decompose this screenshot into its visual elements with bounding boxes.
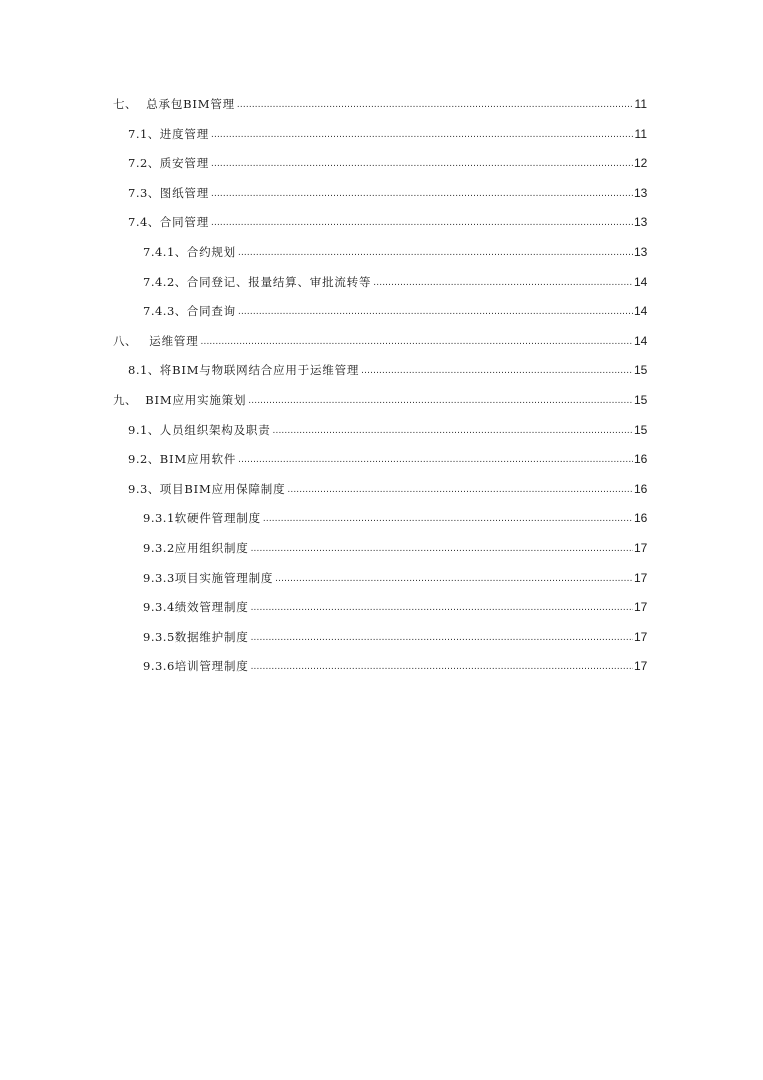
dot-leader (373, 272, 633, 294)
toc-entry-9-2[interactable] (113, 448, 647, 478)
toc-entry-title: 合约规划 (186, 244, 236, 259)
toc-entry-title: 进度管理 (159, 126, 209, 141)
toc-entry-7[interactable] (113, 93, 647, 123)
toc-entry-7-4-3[interactable] (113, 300, 647, 330)
toc-entry-number: 9.3.1 (143, 511, 175, 526)
dot-leader (238, 242, 633, 264)
dot-leader (251, 656, 633, 678)
toc-entry-page: 14 (634, 274, 648, 289)
dot-leader (211, 183, 633, 205)
toc-entry-title: 合同查询 (186, 304, 236, 319)
toc-entry-number: 7.4.2、 (143, 274, 187, 289)
toc-entry-page: 16 (634, 511, 648, 526)
toc-entry-number: 9.1、 (128, 422, 160, 437)
toc-entry-9-3-4[interactable] (113, 596, 647, 626)
toc-entry-number: 8.1、 (128, 363, 160, 378)
toc-entry-9-3-2[interactable] (113, 537, 647, 567)
toc-entry-7-2[interactable] (113, 152, 647, 182)
dot-leader (211, 212, 633, 234)
toc-entry-page: 15 (634, 392, 648, 407)
toc-entry-9[interactable] (113, 389, 647, 419)
toc-entry-page: 17 (634, 629, 648, 644)
toc-entry-title: 图纸管理 (159, 185, 209, 200)
toc-entry-number: 9.3.6 (143, 659, 175, 674)
toc-entry-number: 9.3.2 (143, 540, 175, 555)
toc-entry-9-3[interactable] (113, 478, 647, 508)
dot-leader (238, 301, 633, 323)
dot-leader (251, 627, 633, 649)
toc-entry-page: 15 (634, 422, 648, 437)
toc-entry-title: 软硬件管理制度 (174, 511, 261, 526)
toc-entry-page: 16 (634, 452, 648, 467)
dot-leader (201, 331, 634, 353)
toc-entry-page: 14 (634, 304, 648, 319)
toc-entry-number: 9.2、 (128, 452, 160, 467)
toc-entry-title: 运维管理 (149, 333, 199, 348)
toc-entry-page: 11 (634, 126, 647, 141)
toc-entry-9-3-5[interactable] (113, 626, 647, 656)
toc-entry-title: BIM应用实施策划 (145, 392, 247, 407)
toc-entry-title: 培训管理制度 (174, 659, 249, 674)
toc-entry-title: 应用组织制度 (174, 540, 249, 555)
toc-entry-7-1[interactable] (113, 123, 647, 153)
toc-entry-number: 八、 (113, 333, 137, 348)
toc-entry-8-1[interactable] (113, 359, 647, 389)
toc-entry-7-4[interactable] (113, 211, 647, 241)
toc-entry-title: 质安管理 (159, 156, 209, 171)
toc-entry-number: 七、 (113, 97, 137, 111)
dot-leader (275, 568, 633, 590)
toc-entry-page: 17 (634, 659, 648, 674)
toc-entry-7-3[interactable] (113, 182, 647, 212)
toc-entry-page: 13 (634, 244, 648, 259)
toc-entry-number: 7.1、 (128, 126, 160, 141)
dot-leader (287, 479, 633, 501)
toc-entry-number: 7.4、 (128, 215, 160, 230)
toc-entry-page: 17 (634, 570, 648, 585)
toc-entry-number: 9.3.5 (143, 629, 175, 644)
toc-entry-8[interactable] (113, 330, 647, 360)
toc-entry-title: 项目实施管理制度 (174, 570, 274, 585)
dot-leader (237, 94, 633, 116)
toc-entry-title: 合同管理 (159, 215, 209, 230)
dot-leader (361, 360, 633, 382)
toc-entry-title: 绩效管理制度 (174, 600, 249, 615)
toc-entry-title: 人员组织架构及职责 (159, 422, 271, 437)
toc-entry-title: 数据维护制度 (174, 629, 249, 644)
toc-entry-page: 13 (634, 215, 648, 230)
toc-entry-page: 16 (634, 481, 648, 496)
toc-entry-title: 总承包BIM管理 (146, 97, 235, 111)
toc-entry-page: 17 (634, 600, 648, 615)
toc-entry-title: 项目BIM应用保障制度 (159, 481, 286, 496)
toc-entry-number: 9.3、 (128, 481, 160, 496)
toc-entry-page: 14 (634, 333, 648, 348)
toc-entry-page: 12 (634, 156, 648, 171)
dot-leader (251, 538, 633, 560)
toc-entry-number: 九、 (113, 392, 137, 407)
dot-leader (248, 390, 633, 412)
toc-entry-9-1[interactable] (113, 419, 647, 449)
toc-entry-number: 7.4.3、 (143, 304, 187, 319)
dot-leader (263, 508, 633, 530)
toc-entry-title: 将BIM与物联网结合应用于运维管理 (159, 363, 360, 378)
toc-entry-number: 9.3.3 (143, 570, 175, 585)
table-of-contents (113, 93, 647, 685)
toc-entry-9-3-1[interactable] (113, 507, 647, 537)
dot-leader (251, 597, 633, 619)
toc-entry-number: 9.3.4 (143, 600, 175, 615)
toc-entry-page: 13 (634, 185, 648, 200)
toc-entry-number: 7.4.1、 (143, 244, 187, 259)
toc-entry-page: 15 (634, 363, 648, 378)
toc-entry-number: 7.2、 (128, 156, 160, 171)
toc-entry-number: 7.3、 (128, 185, 160, 200)
dot-leader (211, 153, 633, 175)
toc-entry-9-3-6[interactable] (113, 655, 647, 685)
toc-entry-page: 17 (634, 540, 648, 555)
toc-entry-title: BIM应用软件 (159, 452, 237, 467)
toc-entry-page: 11 (634, 97, 647, 111)
dot-leader (273, 420, 634, 442)
dot-leader (211, 124, 633, 146)
toc-entry-7-4-2[interactable] (113, 271, 647, 301)
toc-entry-title: 合同登记、报量结算、审批流转等 (186, 274, 372, 289)
toc-entry-7-4-1[interactable] (113, 241, 647, 271)
dot-leader (238, 449, 633, 471)
toc-entry-9-3-3[interactable] (113, 567, 647, 597)
